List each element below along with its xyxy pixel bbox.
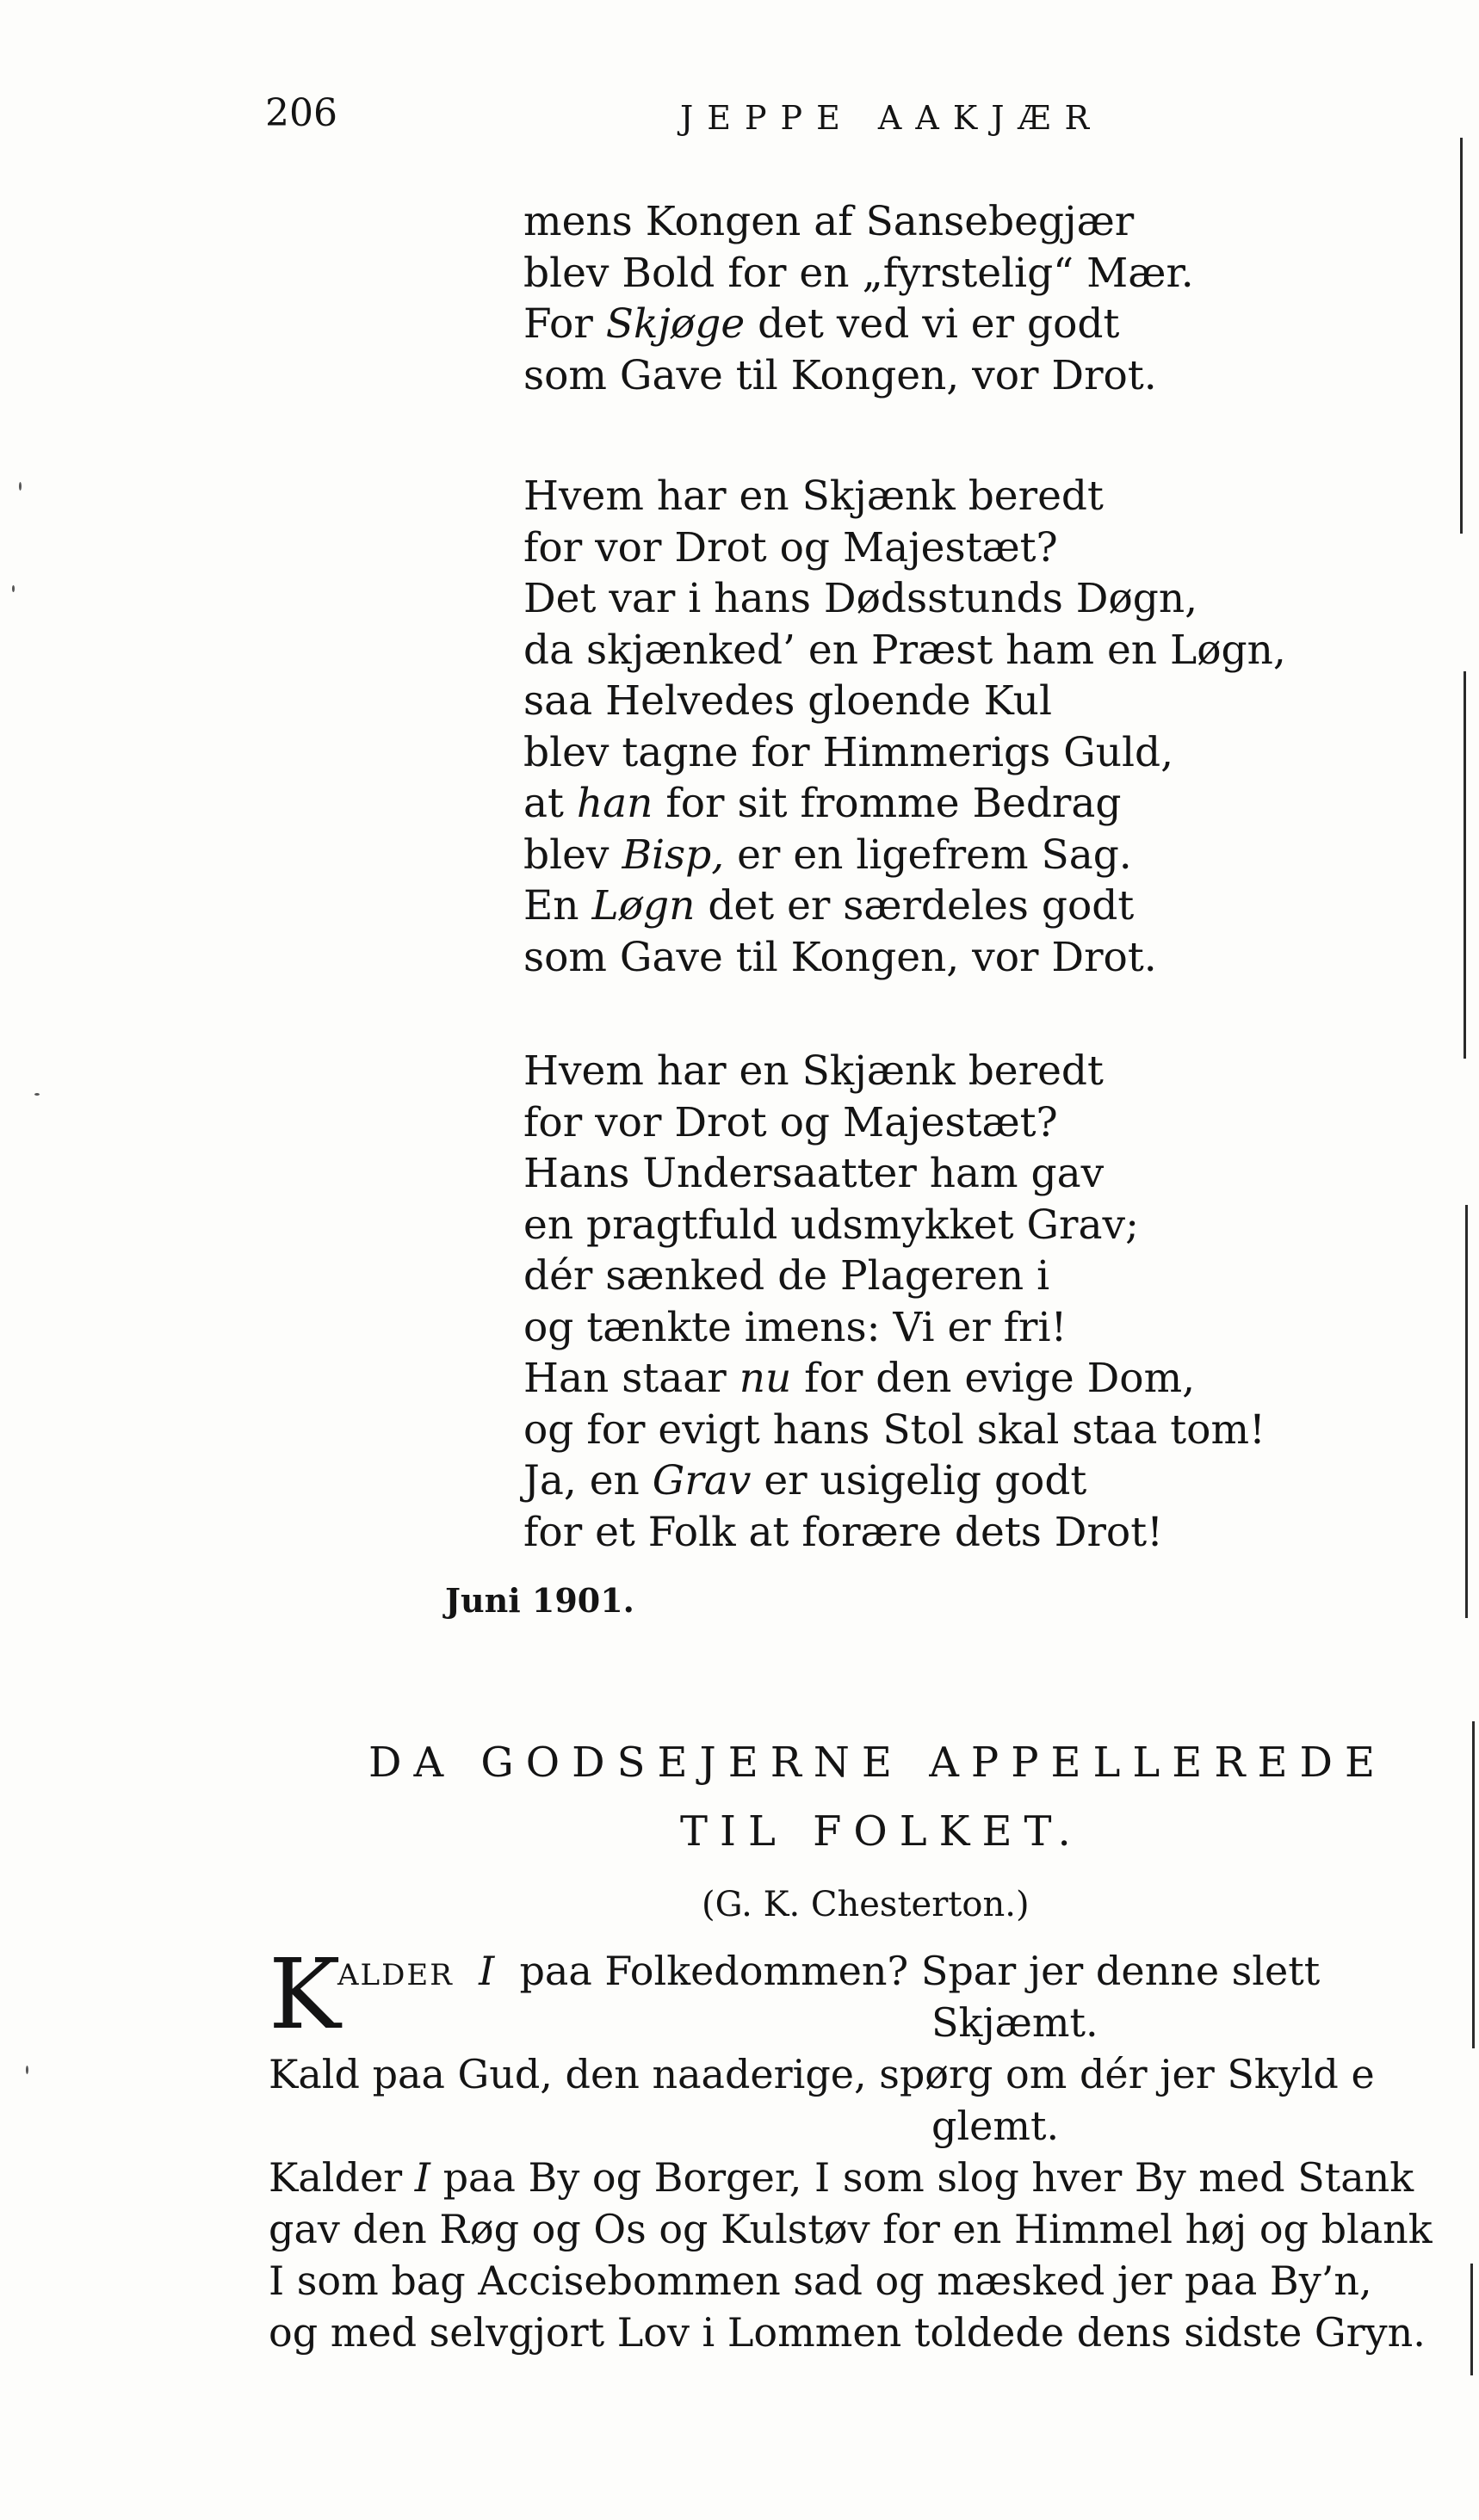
stanza (523, 1046, 1266, 1558)
verse-text: En (523, 882, 592, 930)
running-title: JEPPE AAKJÆR (680, 99, 1104, 137)
verse-line (523, 778, 1286, 830)
scan-rule (1470, 2264, 1473, 2375)
scan-speck (12, 585, 15, 592)
verse-line: som Gave til Kongen, vor Drot. (523, 351, 1157, 399)
stanza (523, 471, 1286, 983)
italic-word: Løgn (591, 882, 696, 930)
verse-text: paa By og Borger, I som slog hver By med Stank (430, 2154, 1414, 2201)
italic-word: Bisp, (622, 831, 725, 879)
verse-line: Det var i hans Dødsstunds Døgn, (523, 575, 1198, 622)
scan-rule (1464, 671, 1466, 1059)
dateline: Juni 1901. (445, 1581, 634, 1620)
italic-word: Grav (652, 1457, 752, 1504)
verse-line: I som bag Accisebommen sad og mæsked jer paa By’n, (269, 2258, 1372, 2304)
verse-line (523, 1455, 1266, 1507)
verse-continuation: Skjæmt. (931, 1999, 1098, 2046)
italic-word: han (576, 780, 653, 827)
scan-rule (1465, 1205, 1468, 1618)
scan-speck (34, 1093, 40, 1096)
verse-line (269, 2152, 1474, 2203)
verse-line: som Gave til Kongen, vor Drot. (523, 933, 1157, 981)
verse-text: er usigelig godt (751, 1457, 1087, 1504)
verse-text: det er særdeles godt (695, 882, 1135, 930)
italic-word: I (479, 1948, 495, 1994)
scan-rule (1460, 138, 1463, 534)
scan-rule (1472, 1721, 1475, 2048)
verse-line (523, 1353, 1266, 1405)
verse-line (523, 830, 1286, 881)
italic-word: Skjøge (605, 300, 746, 348)
verse-line: da skjænked’ en Præst ham en Løgn, (523, 626, 1286, 674)
verse-line (523, 299, 1194, 350)
italic-word: nu (739, 1355, 792, 1402)
attribution: (G. K. Chesterton.) (702, 1885, 1030, 1924)
scan-speck (19, 482, 22, 491)
verse-line: og med selvgjort Lov i Lommen toldede dens sidste Gryn. (269, 2309, 1426, 2356)
verse-text: Han staar (523, 1355, 740, 1402)
verse-line: for vor Drot og Majestæt? (523, 1098, 1058, 1146)
verse-text: blev (523, 831, 622, 879)
verse-line: Hans Undersaatter ham gav (523, 1150, 1105, 1197)
poem-body (269, 1939, 1474, 2358)
verse-line: mens Kongen af Sansebegjær (523, 198, 1135, 245)
verse-text: For (523, 300, 606, 348)
page-number: 206 (265, 91, 337, 135)
verse-text: at (523, 780, 577, 827)
verse-line: Kald paa Gud, den naaderige, spørg om dér jer Skyld e (269, 2051, 1375, 2097)
verse-line: og tænkte imens: Vi er fri! (523, 1303, 1067, 1351)
verse-line: gav den Røg og Os og Kulstøv for en Himmel høj og blank (269, 2206, 1433, 2252)
verse-continuation: glemt. (931, 2103, 1060, 2149)
verse-line: saa Helvedes gloende Kul (523, 677, 1052, 725)
verse-line: blev tagne for Himmerigs Guld, (523, 728, 1174, 776)
verse-line: dér sænked de Plageren i (523, 1252, 1050, 1300)
verse-text: Kalder (269, 2154, 415, 2201)
poem-title-continued: TIL FOLKET. (680, 1807, 1083, 1856)
verse-text: paa Folkedommen? Spar jer denne slett (519, 1948, 1321, 1994)
verse-text: for den evige Dom, (791, 1355, 1196, 1402)
verse-line (269, 1945, 1474, 1997)
verse-text: det ved vi er godt (745, 300, 1120, 348)
verse-line: og for evigt hans Stol skal staa tom! (523, 1405, 1266, 1454)
verse-text: for sit fromme Bedrag (653, 780, 1122, 827)
drop-cap: K (269, 1939, 341, 2051)
stanza (523, 196, 1194, 401)
verse-line: for vor Drot og Majestæt? (523, 523, 1058, 571)
verse-line: Hvem har en Skjænk beredt (523, 472, 1104, 520)
italic-word: I (414, 2154, 430, 2201)
verse-text: Ja, en (523, 1457, 653, 1504)
scan-speck (26, 2066, 28, 2074)
verse-line (523, 880, 1286, 932)
small-caps-word: ALDER (337, 1958, 454, 1992)
verse-line: blev Bold for en „fyrstelig“ Mær. (523, 249, 1194, 297)
poem-title: DA GODSEJERNE APPELLEREDE (368, 1739, 1388, 1787)
verse-line: for et Folk at forære dets Drot! (523, 1508, 1164, 1556)
verse-line: Hvem har en Skjænk beredt (523, 1047, 1104, 1095)
verse-text: er en ligefrem Sag. (724, 831, 1132, 879)
verse-line: en pragtfuld udsmykket Grav; (523, 1201, 1139, 1249)
